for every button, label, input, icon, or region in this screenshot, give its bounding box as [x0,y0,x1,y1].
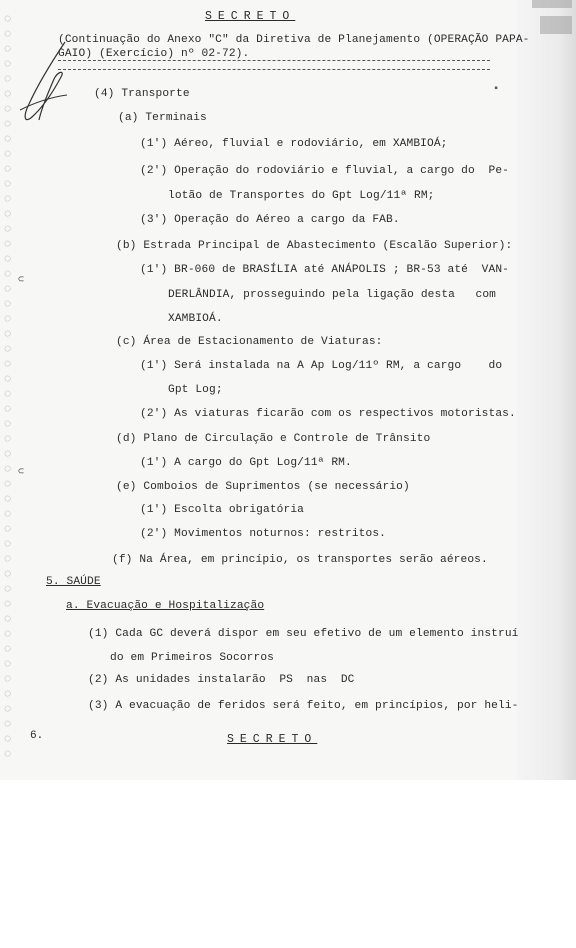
classification-top: SECRETO [205,10,296,23]
margin-mark: ⊂ [18,467,25,478]
document-line: (c) Área de Estacionamento de Viaturas: [116,336,383,348]
document-line: (d) Plano de Circulação e Controle de Trânsito [116,433,431,445]
document-line: (a) Terminais [118,112,207,124]
document-line: (1) Cada GC deverá dispor em seu efetivo de um elemento instruí [88,628,519,640]
subsection-heading: a. Evacuação e Hospitalização [66,600,265,612]
document-line: (e) Comboios de Suprimentos (se necessário) [116,481,410,493]
document-heading-line-1: (Continuação do Anexo "C" da Diretiva de Planejamento (OPERAÇÃO PAPA- [58,34,530,46]
punch-hole-edge: ◌ ◌ ◌ ◌ ◌ ◌ ◌ ◌ ◌ ◌ ◌ ◌ ◌ ◌ ◌ ◌ ◌ ◌ ◌ ◌ ◌ ◌ ◌ ◌ ◌ ◌ ◌ ◌ ◌ ◌ ◌ ◌ ◌ ◌ ◌ ◌ ◌ ◌ ◌ ◌ ◌ ◌ ◌ ◌ ◌ ◌ ◌ ◌ ◌ ◌ [4,12,12,761]
scan-mark [540,16,572,34]
document-line: (2') Operação do rodoviário e fluvial, a cargo do Pe- [140,165,510,177]
document-line: (1') Aéreo, fluvial e rodoviário, em XAMBIOÁ; [140,138,448,150]
document-heading-line-2: GAIO) (Exercício) nº 02-72). [58,48,250,60]
document-line: (1') Escolta obrigatória [140,504,305,516]
classification-bottom: SECRETO [227,733,318,746]
document-line: (2') Movimentos noturnos: restritos. [140,528,387,540]
page-edge-shadow [516,0,576,780]
document-line: Gpt Log; [168,384,223,396]
document-line: XAMBIOÁ. [168,313,223,325]
document-line: lotão de Transportes do Gpt Log/11ª RM; [168,190,435,202]
document-line: (3') Operação do Aéreo a cargo da FAB. [140,214,400,226]
document-line: (4) Transporte [94,88,190,100]
document-line: (f) Na Área, em princípio, os transportes serão aéreos. [112,554,488,566]
margin-mark: ⊂ [18,275,25,286]
margin-mark: ▪ [493,84,500,95]
document-line: DERLÂNDIA, prosseguindo pela ligação desta com [168,289,497,301]
document-line: do em Primeiros Socorros [110,652,275,664]
document-line: (2) As unidades instalarão PS nas DC [88,674,355,686]
document-line: (1') A cargo do Gpt Log/11ª RM. [140,457,352,469]
document-line: (1') Será instalada na A Ap Log/11º RM, a cargo do [140,360,503,372]
document-line: (b) Estrada Principal de Abastecimento (Escalão Superior): [116,240,513,252]
document-line: (1') BR-060 de BRASÍLIA até ANÁPOLIS ; BR-53 até VAN- [140,264,510,276]
page-number: 6. [30,730,44,742]
document-line: (2') As viaturas ficarão com os respectivos motoristas. [140,408,516,420]
document-line: (3) A evacuação de feridos será feito, em princípios, por heli- [88,700,519,712]
section-heading-saude: 5. SAÚDE [46,576,101,588]
blank-area [0,780,576,948]
scan-mark [532,0,572,8]
double-dashed-separator [58,60,490,70]
